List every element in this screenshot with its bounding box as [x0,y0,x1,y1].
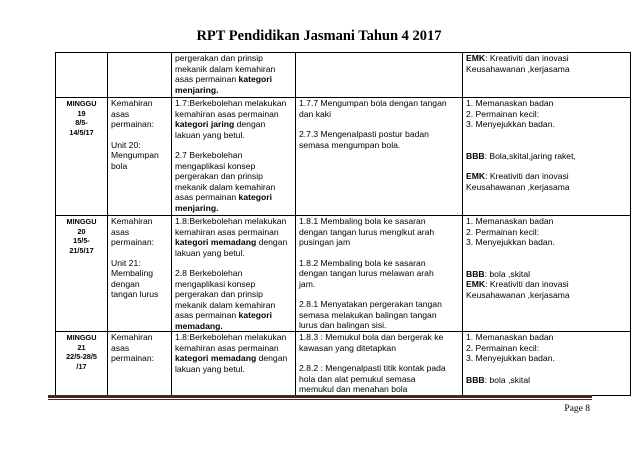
unit-cell [108,53,172,98]
emk-cell: 1. Memanaskan badan 2. Permainan kecil: 3. Menyejukkan badan. BBB: bola ,skital [463,332,631,396]
unit-cell: Kemahiran asas permainan: Unit 20: Mengumpan bola [108,98,172,216]
sp-cell: 1.8.3 : Memukul bola dan bergerak ke kawasan yang ditetapkan 2.8.2 : Mengenalpasti titik kontak pada hola dan alat pemukul semasa memukul dan menahan bola [296,332,463,396]
week-cell: MINGGU 21 22/5-28/5 /17 [56,332,108,396]
sk-cell: 1.8:Berkebolehan melakukan kemahiran asas permainan kategori memadang dengan lakuan yang betul. 2.8 Berkebolehan mengaplikasi konsep pergerakan dan prinsip mekanik dalam kemahiran asas permainan kategori memadang. [172,216,296,332]
sp-cell: 1.8.1 Membaling bola ke sasaran dengan tangan lurus mengikut arah pusingan jam 1.8.2 Membaling bola ke sasaran dengan tangan lurus melawan arah jam. 2.8.1 Menyatakan pergerakan tangan semasa melakukan balingan tangan lurus dan balingan sisi. [296,216,463,332]
rpt-table [55,52,631,396]
unit-cell: Kemahiran asas permainan: [108,332,172,396]
footer-rule-thin [48,399,592,400]
emk-cell: 1. Memanaskan badan 2. Permainan kecil: 3. Menyejukkan badan. BBB: bola ,skital EMK: Kreativiti dan inovasi Keusahawanan ,kerjasama [463,216,631,332]
sk-cell: 1.8:Berkebolehan melakukan kemahiran asas permainan kategori memadang dengan lakuan yang betul. [172,332,296,396]
unit-cell: Kemahiran asas permainan: Unit 21: Membaling dengan tangan lurus [108,216,172,332]
page-number: Page 8 [564,404,590,414]
sk-cell: pergerakan dan prinsip mekanik dalam kemahiran asas permainan kategori menjaring. [172,53,296,98]
table-row [56,98,631,216]
footer-rule [48,395,592,398]
emk-cell: EMK: Kreativiti dan inovasi Keusahawanan ,kerjasama [463,53,631,98]
table-row [56,332,631,396]
emk-cell: 1. Memanaskan badan 2. Permainan kecil: 3. Menyejukkan badan. BBB: Bola,skital,jaring raket, EMK: Kreativiti dan inovasi Keusahawanan ,kerjasama [463,98,631,216]
table-row [56,216,631,332]
sp-cell: 1.7.7 Mengumpan bola dengan tangan dan kaki 2.7.3 Mengenalpasti postur badan semasa mengumpan bola. [296,98,463,216]
page-title: RPT Pendidikan Jasmani Tahun 4 2017 [196,28,442,44]
sp-cell [296,53,463,98]
sk-cell: 1.7:Berkebolehan melakukan kemahiran asas permainan kategori jaring dengan lakuan yang betul. 2.7 Berkebolehan mengaplikasi konsep pergerakan dan prinsip mekanik dalam kemahiran asas permainan kategori menjaring. [172,98,296,216]
week-cell: MINGGU 20 15/5- 21/5/17 [56,216,108,332]
week-cell [56,53,108,98]
table-row [56,53,631,98]
week-cell: MINGGU 19 8/5- 14/5/17 [56,98,108,216]
